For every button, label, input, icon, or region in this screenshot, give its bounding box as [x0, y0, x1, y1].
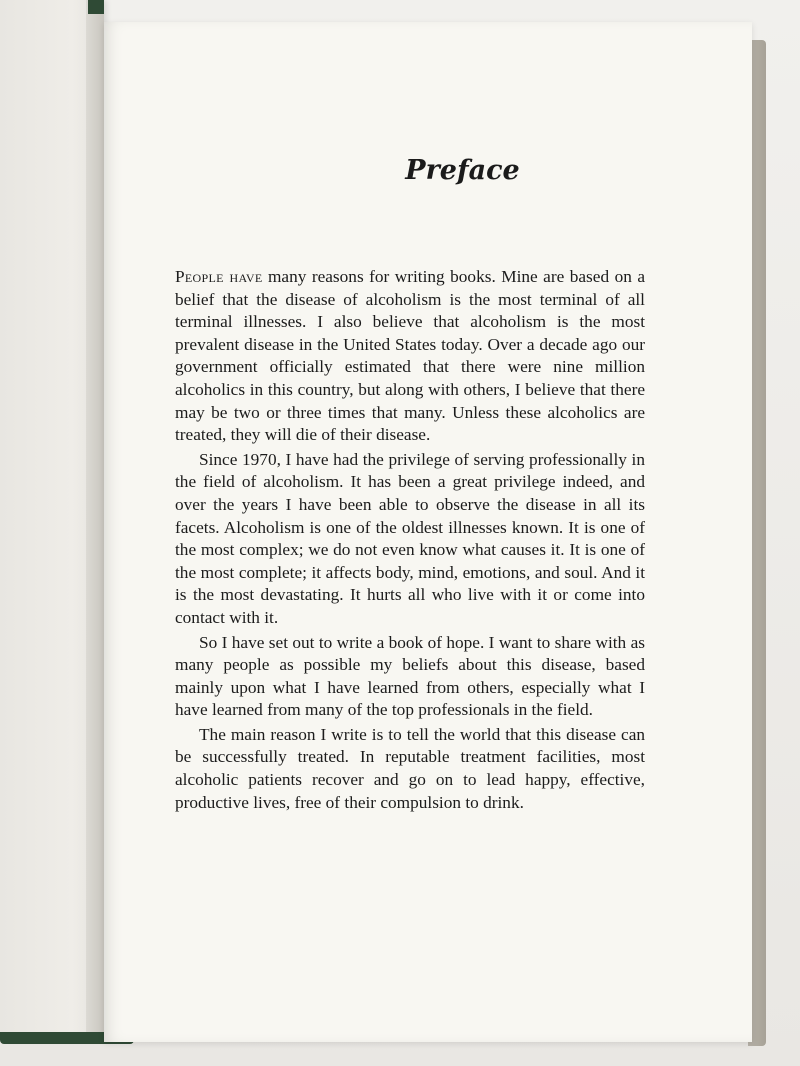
right-page: [104, 22, 752, 1042]
cover-top-corner: [88, 0, 104, 14]
book-gutter: [86, 0, 104, 1040]
paragraph-2: Since 1970, I have had the privilege of serving professionally in the field of alcoholism. It has been a great privilege indeed, and over the years I have been able to observe the disease in all its facets. Alcoholism is one of the oldest illnesses known. It is one of the most complex; we do not even know what causes it. It is one of the most complete; it affects body, mind, emotions, and soul. And it is the most devastating. It hurts all who live with it or come into contact with it.: [175, 449, 645, 627]
paragraph-4: The main reason I write is to tell the world that this disease can be successfully treated. In reputable treatment facilities, most alcoholic patients recover and go on to lead happy, effective, productive lives, free of their compulsion to drink.: [175, 724, 645, 812]
page-title: Preface: [405, 155, 520, 186]
paragraph-3: So I have set out to write a book of hope. I want to share with as many people as possible my beliefs about this disease, based mainly upon what I have learned from others, especially what I have learned from many of the top professionals in the field.: [175, 632, 645, 720]
paragraph-1: [175, 266, 645, 447]
paragraph-1-lead: People have: [175, 267, 263, 286]
preface-body: [175, 266, 645, 816]
paragraph-1-text: many reasons for writing books. Mine are based on a belief that the disease of alcoholism is the most terminal of all terminal illnesses. I also believe that alcoholism is the most prevalent disease in the United States today. Over a decade ago our government officially estimated that there were nine million alcoholics in this country, but along with others, I believe that there may be two or three times that many. Unless these alcoholics are treated, they will die of their disease.: [175, 267, 645, 445]
